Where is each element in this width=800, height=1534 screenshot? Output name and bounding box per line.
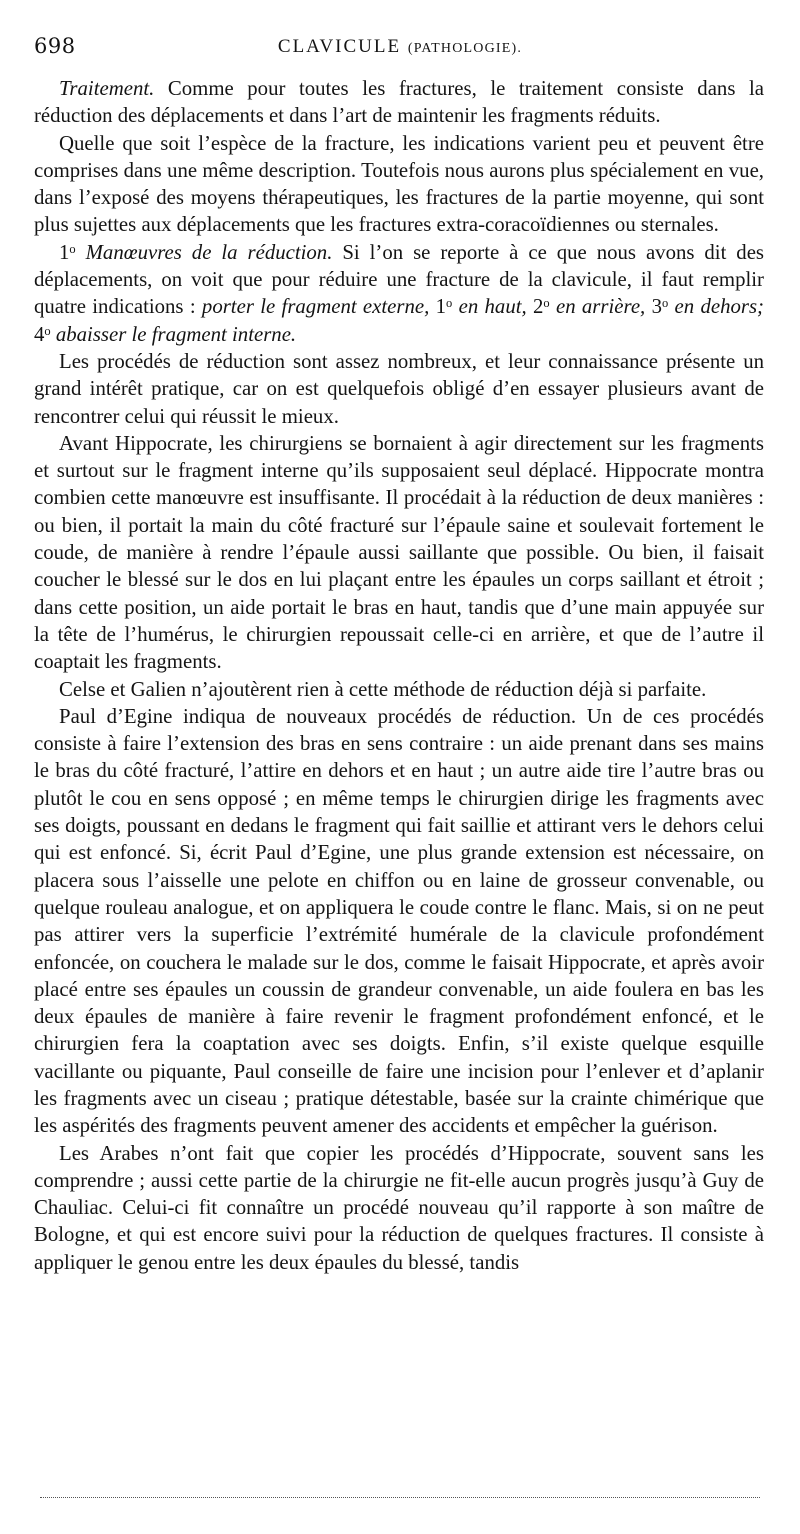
indication-ordinal: o [446, 296, 453, 311]
footer-dotted-rule [40, 1497, 760, 1498]
body-text [34, 75, 764, 1276]
indication-text: porter le fragment externe, [201, 295, 436, 319]
indication-text: en dehors; [668, 295, 764, 319]
paragraph-manoeuvres [34, 239, 764, 348]
paragraph-text: Celse et Galien n’ajoutèrent rien à cette méthode de réduction déjà si parfaite. [59, 677, 707, 701]
indication-number: 1 [435, 295, 447, 319]
indication-number: 2 [533, 295, 544, 319]
indication-ordinal: o [44, 323, 51, 338]
paragraph-text: Quelle que soit l’espèce de la fracture, les indications varient peu et peuvent être comprises dans une même description. Toutefois nous aurons plus spécialement en vue, dans l’exposé des moyens thérapeutiques, les fractures de la partie moyenne, qui sont plus sujettes aux déplacements que les fractures extra-coracoïdiennes ou sternales. [34, 131, 764, 237]
indication-ordinal: o [661, 296, 669, 311]
paragraph-procedes [34, 348, 764, 430]
paragraph-celse-galien [34, 676, 764, 703]
paragraph-paul-egine [34, 703, 764, 1140]
indication-text: en haut, [452, 295, 534, 319]
indication-number: 3 [651, 295, 662, 319]
paragraph-text: Les procédés de réduction sont assez nombreux, et leur connaissance présente un grand intérêt pratique, car on est quelquefois obligé d’en essayer plusieurs avant de rencontrer celui qui réussit le mieux. [34, 349, 764, 428]
paragraph-text: Paul d’Egine indiqua de nouveaux procédés de réduction. Un de ces procédés consiste à faire l’extension des bras en sens contraire : un aide prenant dans ses mains le bras du côté fracturé, l’attire en dehors et en haut ; un autre aide tire l’autre bras ou plutôt le cou en sens opposé ; en même temps le chirurgien dirige les fragments avec ses doigts, poussant en dedans le fragment qui fait saillie et attirant vers le dehors celui qui est enfoncé. Si, écrit Paul d’Egine, une plus grande extension est nécessaire, on placera sous l’aisselle une pelote en chiffon ou en laine de grosseur convenable, ou quelque rouleau analogue, et on appliquera le coude contre le flanc. Mais, si on ne peut pas attirer vers la superficie l’extrémité humérale de la clavicule profondément enfoncée, on couchera le malade sur le dos, comme le faisait Hippocrate, et après avoir placé entre ses épaules un coussin de grandeur convenable, un aide foulera en bas les deux épaules de manière à faire revenir le fragment profondément enfoncé, et le chirurgien fera la coaptation avec ses doigts. Enfin, s’il existe quelque esquille vacillante ou piquante, Paul conseille de faire une incision pour l’enlever et d’aplanir les fragments avec un ciseau ; pratique détestable, basée sur la crainte chimérique que les aspérités des fragments peuvent amener des accidents et empêcher la guérison. [34, 704, 764, 1138]
indication-text: abaisser le fragment interne. [50, 322, 297, 346]
page-number: 698 [34, 34, 76, 58]
paragraph-traitement [34, 75, 764, 130]
indication-number: 4 [34, 322, 45, 346]
page-header [32, 32, 768, 68]
paragraph-lead: Manœuvres de la réduction. [85, 240, 333, 264]
paragraph-text: Avant Hippocrate, les chirurgiens se bornaient à agir directement sur les fragments et surtout sur le fragment interne qu’ils supposaient seul déplacé. Hippocrate montra combien cette manœuvre est insuffisante. Il procédait à la réduction de deux manières : ou bien, il portait la main du côté fracturé sur l’épaule saine et soulevait fortement le coude, de manière à rendre l’épaule aussi saillante que possible. Ou bien, il faisait coucher le blessé sur le dos en lui plaçant entre les épaules un corps saillant et étroit ; dans cette position, un aide portait le bras en haut, tandis que d’une main appuyée sur la tête de l’humérus, le chirurgien repoussait celle-ci en arrière, et que de l’autre il coaptait les fragments. [34, 431, 764, 674]
running-title-main: CLAVICULE [277, 36, 402, 57]
section-number-ordinal: o [69, 241, 76, 256]
paragraph-text: Les Arabes n’ont fait que copier les procédés d’Hippocrate, souvent sans les comprendre ; aussi cette partie de la chirurgie ne fit-elle aucun progrès jusqu’à Guy de Chauliac. Celui-ci fit connaître un procédé nouveau qu’il rapporte à son maître de Bologne, et qui est encore suivi pour la réduction de quelques fractures. Il consiste à appliquer le genou entre les deux épaules du blessé, tandis [34, 1141, 764, 1274]
paragraph-lead: Traitement. [59, 77, 155, 100]
paragraph-arabes [34, 1140, 764, 1276]
indication-ordinal: o [543, 296, 550, 311]
section-number: 1 [59, 240, 70, 264]
paragraph-text: Comme pour toutes les fractures, le traitement consiste dans la réduction des déplacements et dans l’art de maintenir les fragments réduits. [34, 77, 764, 128]
paragraph-hippocrate [34, 430, 764, 676]
running-title [32, 36, 768, 58]
indication-text: en arrière, [549, 295, 652, 319]
running-title-subtitle: (PATHOLOGIE). [407, 41, 523, 56]
paragraph-text: Si l’on se reporte à ce que nous avons dit des déplacements, on voit que pour réduire une fracture de la clavicule, il faut remplir quatre indications : [34, 240, 765, 319]
paragraph-indications [34, 130, 764, 239]
